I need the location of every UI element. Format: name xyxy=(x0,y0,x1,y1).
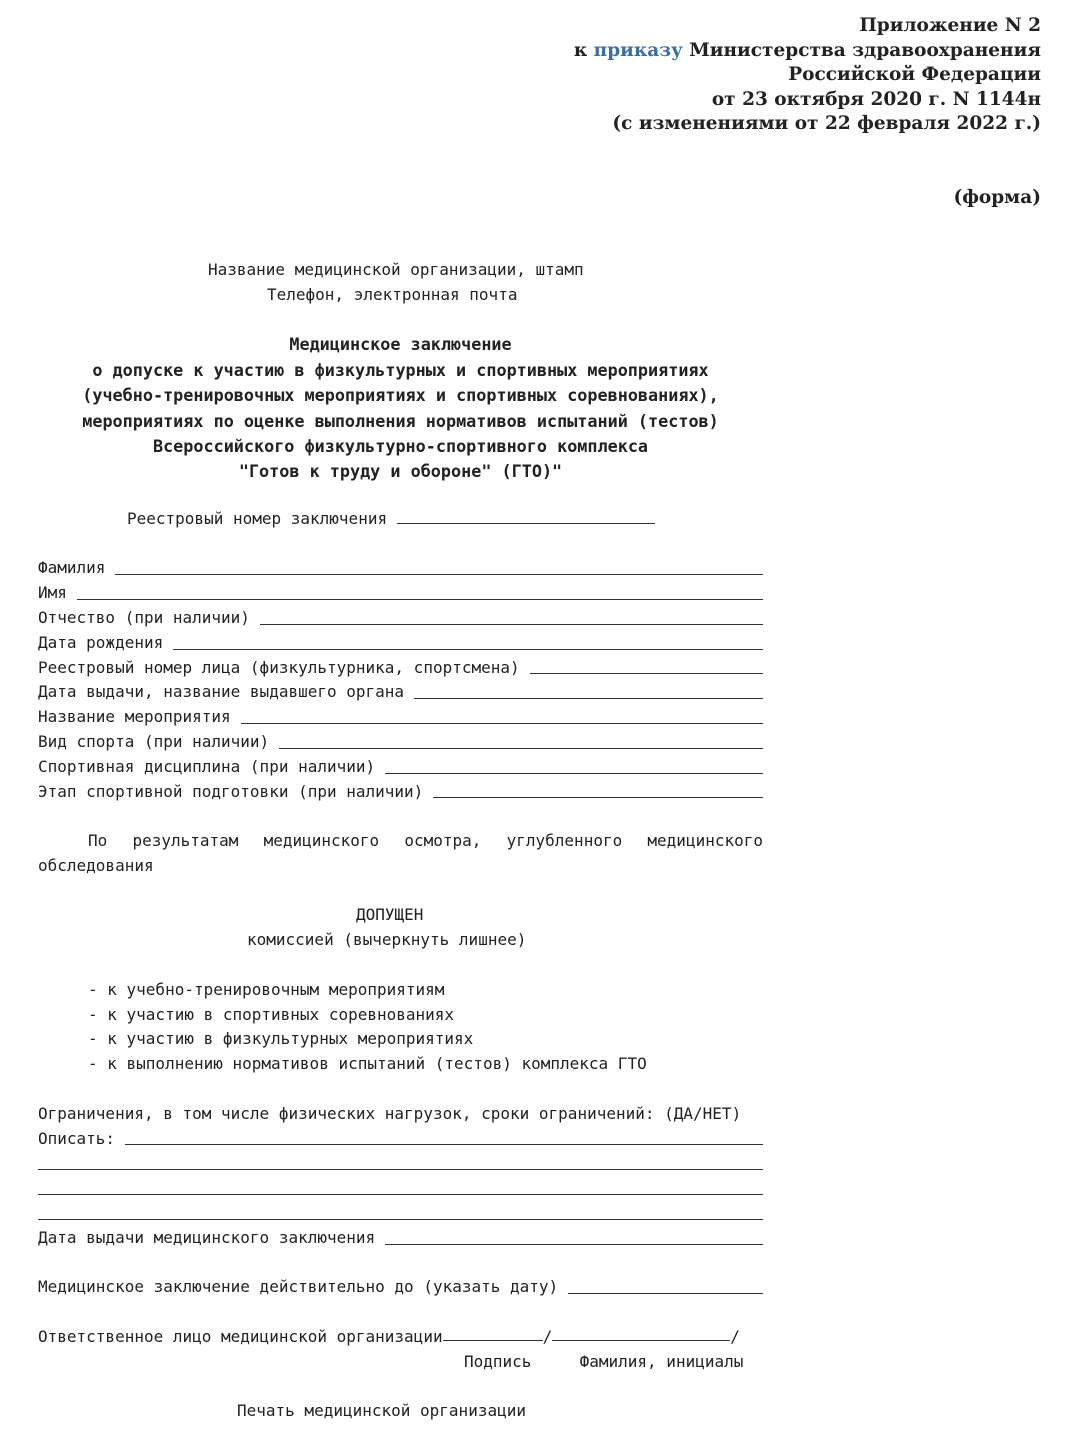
registry-number-label: Реестровый номер заключения xyxy=(127,508,388,528)
commission-note: комиссией (вычеркнуть лишнее) xyxy=(247,930,527,950)
name-caption: Фамилия, инициалы xyxy=(579,1351,744,1371)
title-line: Медицинское заключение xyxy=(289,334,512,355)
document-header xyxy=(574,14,1041,137)
admission-item: - к учебно-тренировочным мероприятиям xyxy=(88,979,445,999)
admission-item: - к участию в физкультурных мероприятиях xyxy=(88,1029,474,1049)
valid-until-label: Медицинское заключение действительно до (указать дату) xyxy=(38,1277,559,1297)
registry-number-row xyxy=(38,507,798,532)
field-row xyxy=(38,606,763,631)
field-label: Название мероприятия xyxy=(38,707,231,727)
describe-input[interactable] xyxy=(125,1127,763,1146)
field-label: Реестровый номер лица (физкультурника, спортсмена) xyxy=(38,657,520,677)
title-line: о допуске к участию в физкультурных и спортивных мероприятиях xyxy=(92,359,709,380)
field-row xyxy=(38,631,763,656)
field-input[interactable] xyxy=(279,730,763,749)
field-row xyxy=(38,730,763,755)
title-line: (учебно-тренировочных мероприятиях и спортивных соревнованиях), xyxy=(82,385,719,406)
order-link[interactable]: приказу xyxy=(593,39,683,61)
responsible-label: Ответственное лицо медицинской организации xyxy=(38,1327,443,1347)
org-name-line: Название медицинской организации, штамп xyxy=(208,260,584,279)
responsible-row: Ответственное лицо медицинской организации / / xyxy=(38,1325,763,1350)
describe-label: Описать: xyxy=(38,1128,116,1148)
admission-item: - к участию в спортивных соревнованиях xyxy=(88,1004,455,1024)
admission-item: - к выполнению нормативов испытаний (тестов) комплекса ГТО xyxy=(88,1054,647,1074)
registry-number-field[interactable] xyxy=(397,508,655,524)
field-input[interactable] xyxy=(77,581,763,600)
field-label: Вид спорта (при наличии) xyxy=(38,731,270,751)
describe-row xyxy=(38,1127,763,1152)
restrictions-label: Ограничения, в том числе физических нагрузок, сроки ограничений: (ДА/НЕТ) xyxy=(38,1103,742,1123)
field-label: Отчество (при наличии) xyxy=(38,607,250,627)
issue-date-input[interactable] xyxy=(385,1226,763,1245)
country-name: Российской Федерации xyxy=(788,64,1041,85)
order-date: от 23 октября 2020 г. N 1144н xyxy=(711,88,1041,110)
issue-date-row xyxy=(38,1226,763,1251)
field-input[interactable] xyxy=(241,705,763,724)
describe-continuation-line[interactable] xyxy=(38,1201,763,1226)
signature-captions xyxy=(38,1350,798,1375)
form-body xyxy=(38,258,798,1424)
signature-field[interactable] xyxy=(443,1325,543,1341)
describe-continuation-line[interactable] xyxy=(38,1151,763,1176)
field-row xyxy=(38,755,763,780)
field-input[interactable] xyxy=(385,755,763,774)
field-input[interactable] xyxy=(433,780,763,799)
field-label: Имя xyxy=(38,583,67,603)
title-line: "Готов к труду и обороне" (ГТО)" xyxy=(238,461,563,482)
field-label: Спортивная дисциплина (при наличии) xyxy=(38,756,376,776)
field-row xyxy=(38,680,763,705)
field-label: Фамилия xyxy=(38,558,106,578)
title-line: мероприятиях по оценке выполнения нормативов испытаний (тестов) xyxy=(82,410,719,431)
results-paragraph-line2: обследования xyxy=(38,855,154,875)
order-prefix: к xyxy=(573,39,594,61)
field-row xyxy=(38,656,763,681)
field-input[interactable] xyxy=(530,656,763,675)
title-line: Всероссийского физкультурно-спортивного комплекса xyxy=(152,435,649,456)
stamp-label: Печать медицинской организации xyxy=(237,1401,526,1421)
form-label: (форма) xyxy=(953,187,1041,208)
field-input[interactable] xyxy=(173,631,763,650)
issue-date-label: Дата выдачи медицинского заключения xyxy=(38,1227,376,1247)
field-label: Дата выдачи, название выдавшего органа xyxy=(38,682,405,702)
field-row xyxy=(38,705,763,730)
field-label: Этап спортивной подготовки (при наличии) xyxy=(38,781,424,801)
name-field[interactable] xyxy=(552,1325,730,1341)
field-input[interactable] xyxy=(260,606,763,625)
ministry-name: Министерства здравоохранения xyxy=(682,39,1041,61)
field-label: Дата рождения xyxy=(38,632,164,652)
valid-until-row xyxy=(38,1275,763,1300)
appendix-number: Приложение N 2 xyxy=(859,15,1041,36)
order-reference xyxy=(574,39,1041,64)
field-row xyxy=(38,780,763,805)
field-row xyxy=(38,581,763,606)
field-row xyxy=(38,556,763,581)
signature-caption: Подпись xyxy=(464,1351,532,1371)
admitted-label: ДОПУЩЕН xyxy=(356,905,424,925)
amendments-note: (с изменениями от 22 февраля 2022 г.) xyxy=(612,113,1041,134)
conclusion-title xyxy=(38,332,763,484)
field-input[interactable] xyxy=(414,680,763,699)
org-contact-line: Телефон, электронная почта xyxy=(267,284,518,304)
valid-until-input[interactable] xyxy=(568,1275,763,1294)
results-paragraph-line1: По результатам медицинского осмотра, углубленного медицинского xyxy=(88,831,763,851)
describe-continuation-line[interactable] xyxy=(38,1176,763,1201)
field-input[interactable] xyxy=(115,556,763,575)
